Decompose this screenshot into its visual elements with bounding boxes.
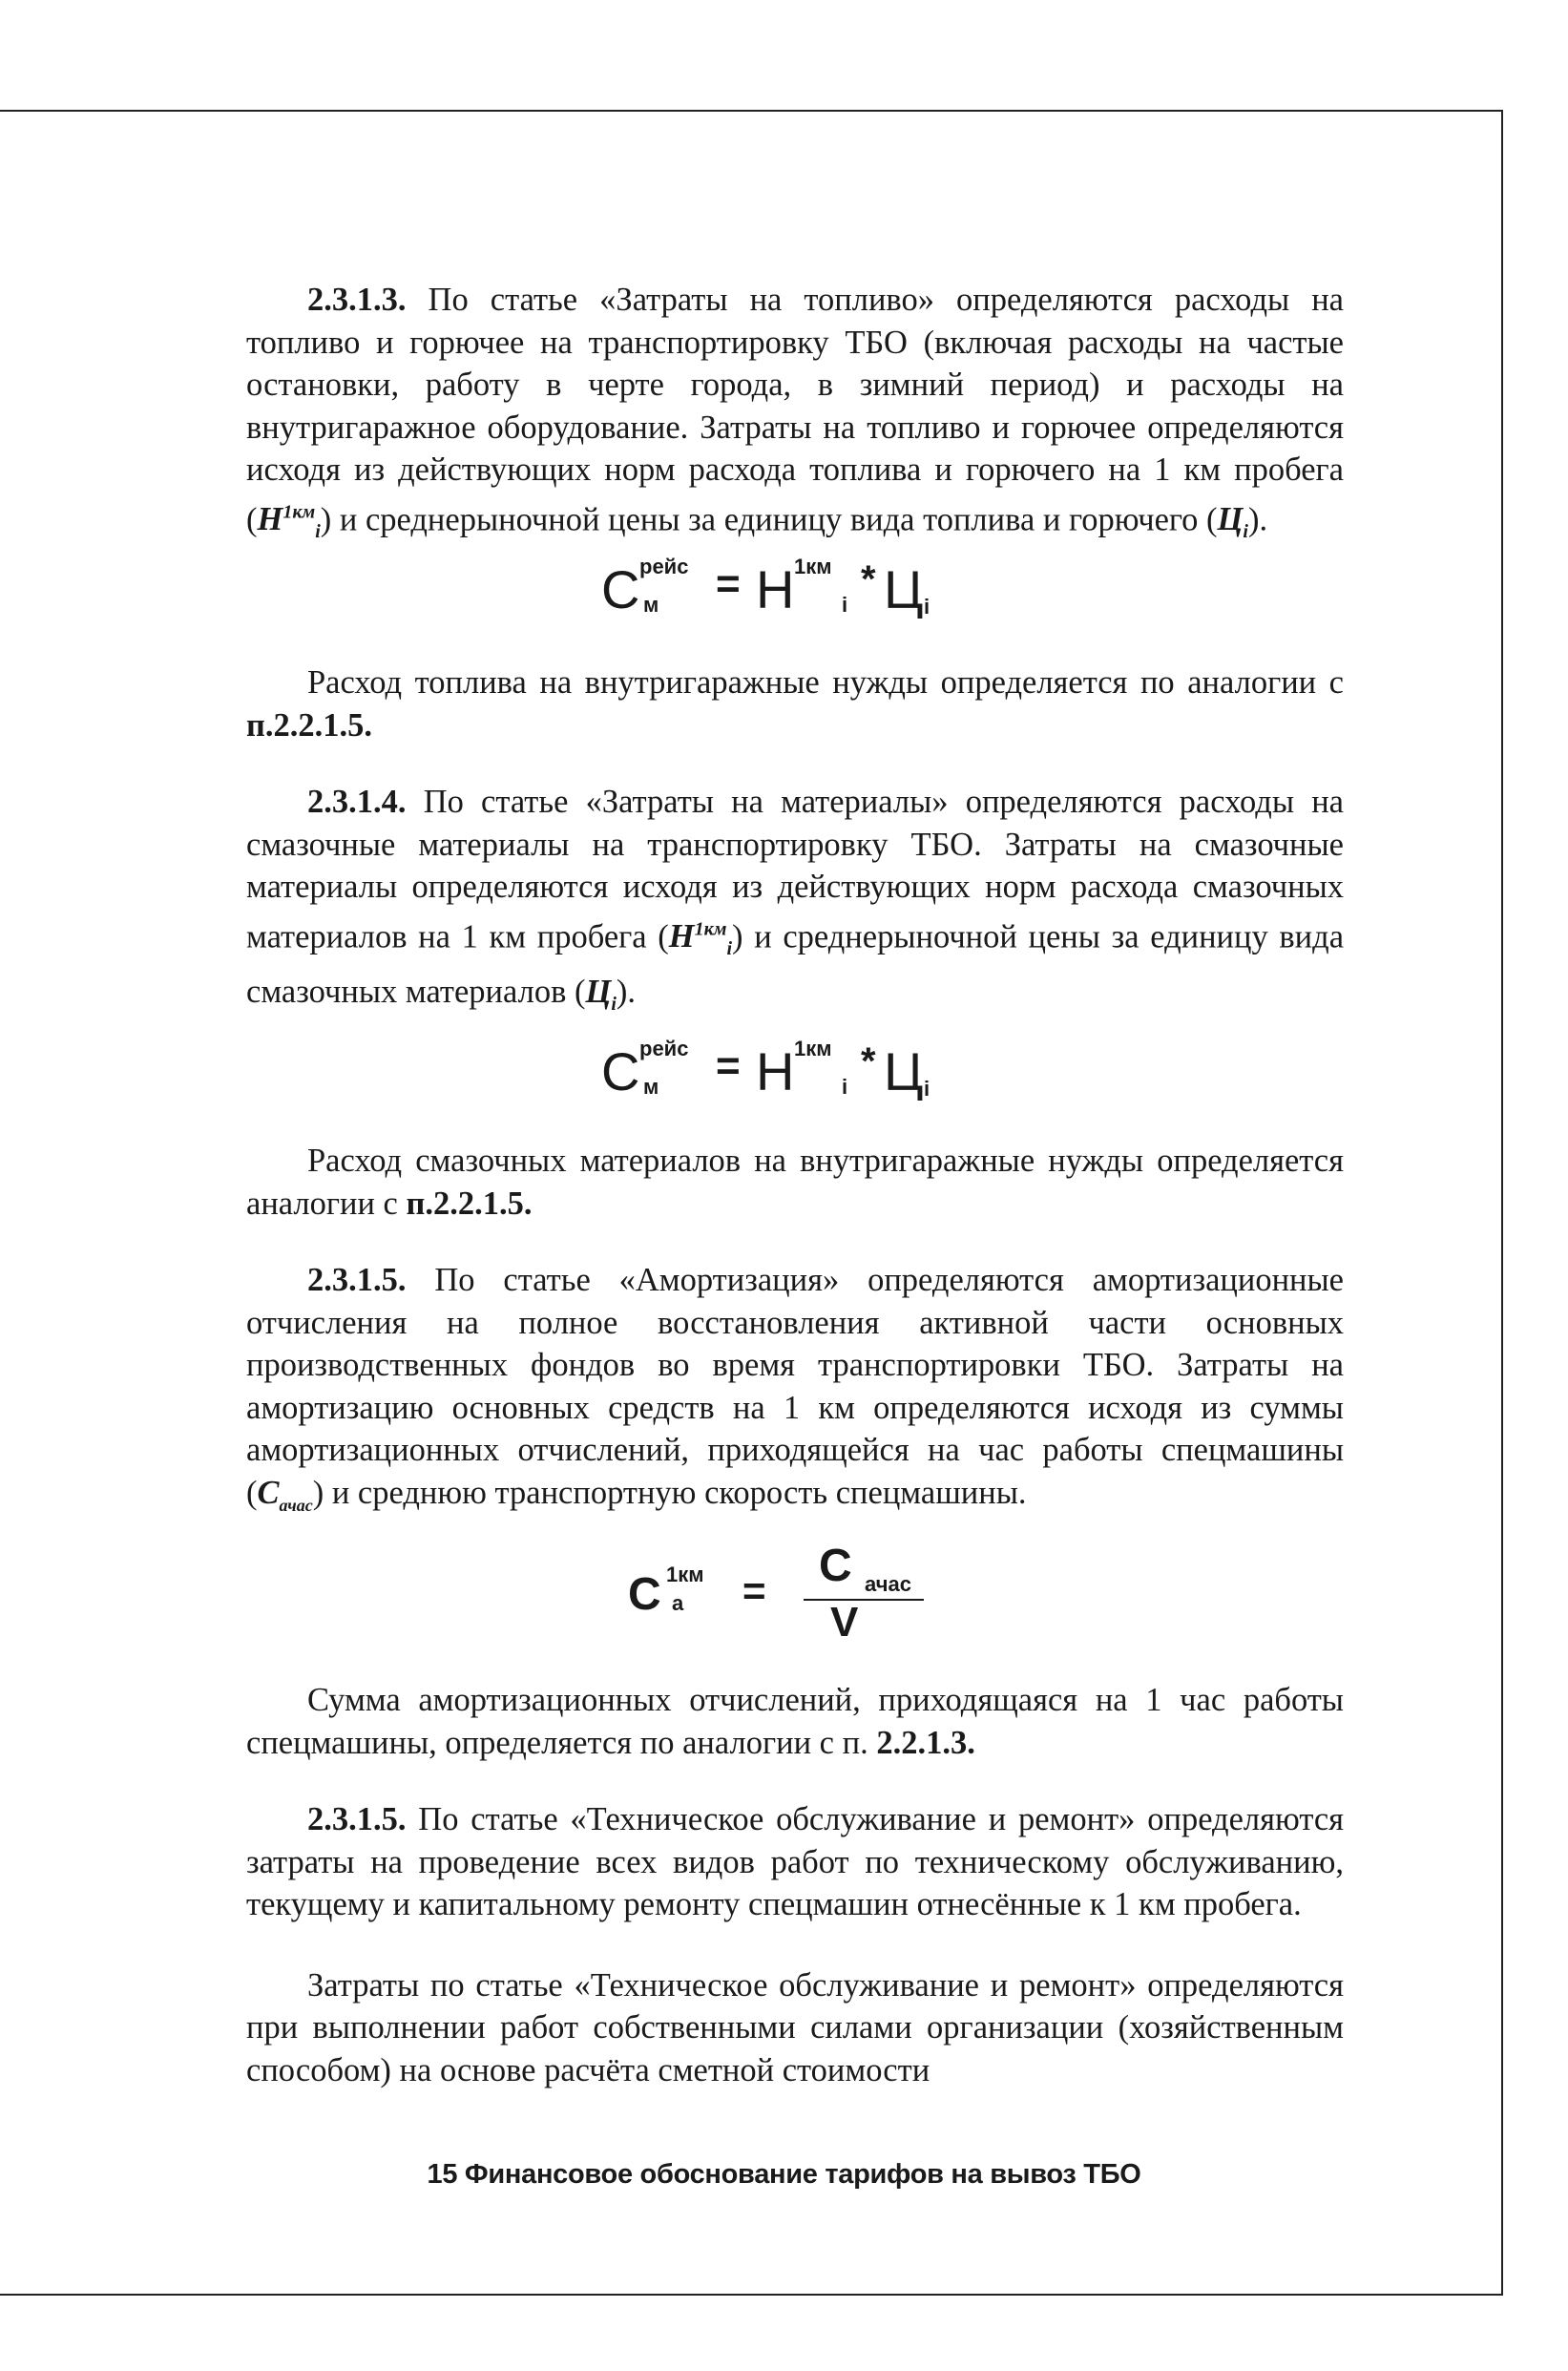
price-var: $Ц_i$ [1217, 501, 1248, 542]
formula-lhs-sup: рейс [639, 1037, 689, 1061]
section-number: 2.3.1.3. [307, 282, 407, 318]
section-number: 2.3.1.5. [307, 1801, 407, 1838]
reference: 2.2.1.3. [876, 1724, 975, 1761]
document-body [246, 279, 1344, 2091]
formula-norm-sub: i [842, 1075, 848, 1100]
formula-norm: Н [756, 1041, 795, 1102]
formula-lhs-sup: рейс [639, 555, 689, 579]
section-2-3-1-5-amortization: 2.3.1.5. По статье «Амортизация» определяются амортизационные отчисления на полное восстановления активной части основных производственных фондов во время транспортировки ТБО. Затраты на амортизацию основных средств на 1 км определяются исходя из суммы амортизационных отчислений, приходящейся на час работы спецмашины $(С_{ачас})$ и среднюю транспортную скорость спецмашины. [246, 1262, 1344, 1515]
norm-var: $H^{1км}_i$ [668, 918, 733, 960]
formula-numerator: С [819, 1541, 852, 1592]
norm-var: $H^{1км}_i$ [257, 501, 321, 542]
formula-lhs-sub: а [672, 1591, 684, 1616]
fraction-bar [804, 1599, 924, 1601]
formula-amortization [246, 1541, 1344, 1656]
formula-lhs: С [601, 1041, 640, 1102]
formula-price: Ц [884, 559, 924, 620]
section-2-3-1-4: 2.3.1.4. По статье «Затраты на материалы» определяются расходы на смазочные материалы на транспортировку ТБО. Затраты на смазочные материалы определяются исходя из действующих норм расхода смазочных материалов на 1 км пробега $(H^{1км}_i)$ и среднерыночной цены за единицу вида смазочных материалов $(Ц_i)$. [246, 784, 1345, 1015]
formula-lhs-sub: м [643, 1075, 659, 1100]
formula-fuel [246, 553, 1344, 644]
reference: п.2.2.1.5. [406, 1185, 533, 1222]
fuel-internal-para: Расход топлива на внутригаражные нужды определяется по аналогии с п.2.2.1.5. [246, 664, 1344, 744]
formula-norm: Н [756, 559, 795, 620]
formula-op: * [861, 558, 876, 601]
maintenance-para: Затраты по статье «Техническое обслуживание и ремонт» определяются при выполнении работ собственными силами организации (хозяйственным способом) на основе расчёта сметной стоимости [246, 1966, 1344, 2088]
section-number: 2.3.1.5. [307, 1262, 407, 1299]
formula-norm-sup: 1км [794, 555, 832, 579]
formula-lhs: С [628, 1569, 661, 1621]
formula-op: * [861, 1040, 876, 1083]
reference: п.2.2.1.5. [246, 706, 373, 744]
formula-eq: = [716, 560, 741, 608]
amort-var: $С_{ачас}$ [257, 1474, 313, 1515]
formula-price-sub: i [924, 595, 930, 619]
formula-price-sub: i [924, 1077, 930, 1102]
formula-lube [246, 1035, 1344, 1126]
formula-eq: = [742, 1568, 766, 1614]
formula-lhs: С [601, 559, 640, 620]
formula-denominator: V [830, 1599, 859, 1647]
formula-norm-sup: 1км [794, 1037, 832, 1061]
section-number: 2.3.1.4. [307, 784, 407, 821]
section-2-3-1-5-maintenance: 2.3.1.5. По статье «Техническое обслуживание и ремонт» определяются затраты на проведение всех видов работ по техническому обслуживанию, текущему и капитальному ремонту спецмашин отнесённые к 1 км пробега. [246, 1801, 1344, 1923]
page-footer: 15 Финансовое обоснование тарифов на вывоз ТБО [427, 2159, 1141, 2190]
section-2-3-1-3: 2.3.1.3. По статье «Затраты на топливо» определяются расходы на топливо и горючее на транспортировку ТБО (включая расходы на частые остановки, работу в черте города, в зимний период) и расходы на внутригаражное оборудование. Затраты на топливо и горючее определяются исходя из действующих норм расхода топлива и горючего на 1 км пробега $(H^{1км}_i)$ и среднерыночной цены за единицу вида топлива и горючего $(Ц_i)$. [246, 282, 1344, 542]
formula-eq: = [716, 1042, 741, 1090]
lube-internal-para: Расход смазочных материалов на внутригаражные нужды определяется аналогии с п.2.2.1.5. [246, 1143, 1344, 1222]
formula-lhs-sup: 1км [666, 1563, 704, 1587]
formula-lhs-sub: м [643, 593, 659, 618]
formula-price: Ц [884, 1041, 924, 1102]
section-text: По статье «Затраты на топливо» определяются расходы на топливо и горючее на транспортировку ТБО (включая расходы на частые остановки, работу в черте города, в зимний период) и расходы на внутригаражное оборудование. Затраты на топливо и горючее определяются исходя из действующих норм расхода топлива и горючего на 1 км пробега ( [246, 282, 1344, 537]
formula-norm-sub: i [842, 593, 848, 618]
section-text: ) и среднерыночной цены за единицу вида топлива и горючего ( [320, 501, 1218, 537]
amort-hour-para: Сумма амортизационных отчислений, приходящаяся на 1 час работы спецмашины, определяется по аналогии с п. 2.2.1.3. [246, 1682, 1344, 1761]
price-var: $Ц_i$ [585, 973, 617, 1015]
formula-numerator-sub: ачас [865, 1572, 911, 1597]
